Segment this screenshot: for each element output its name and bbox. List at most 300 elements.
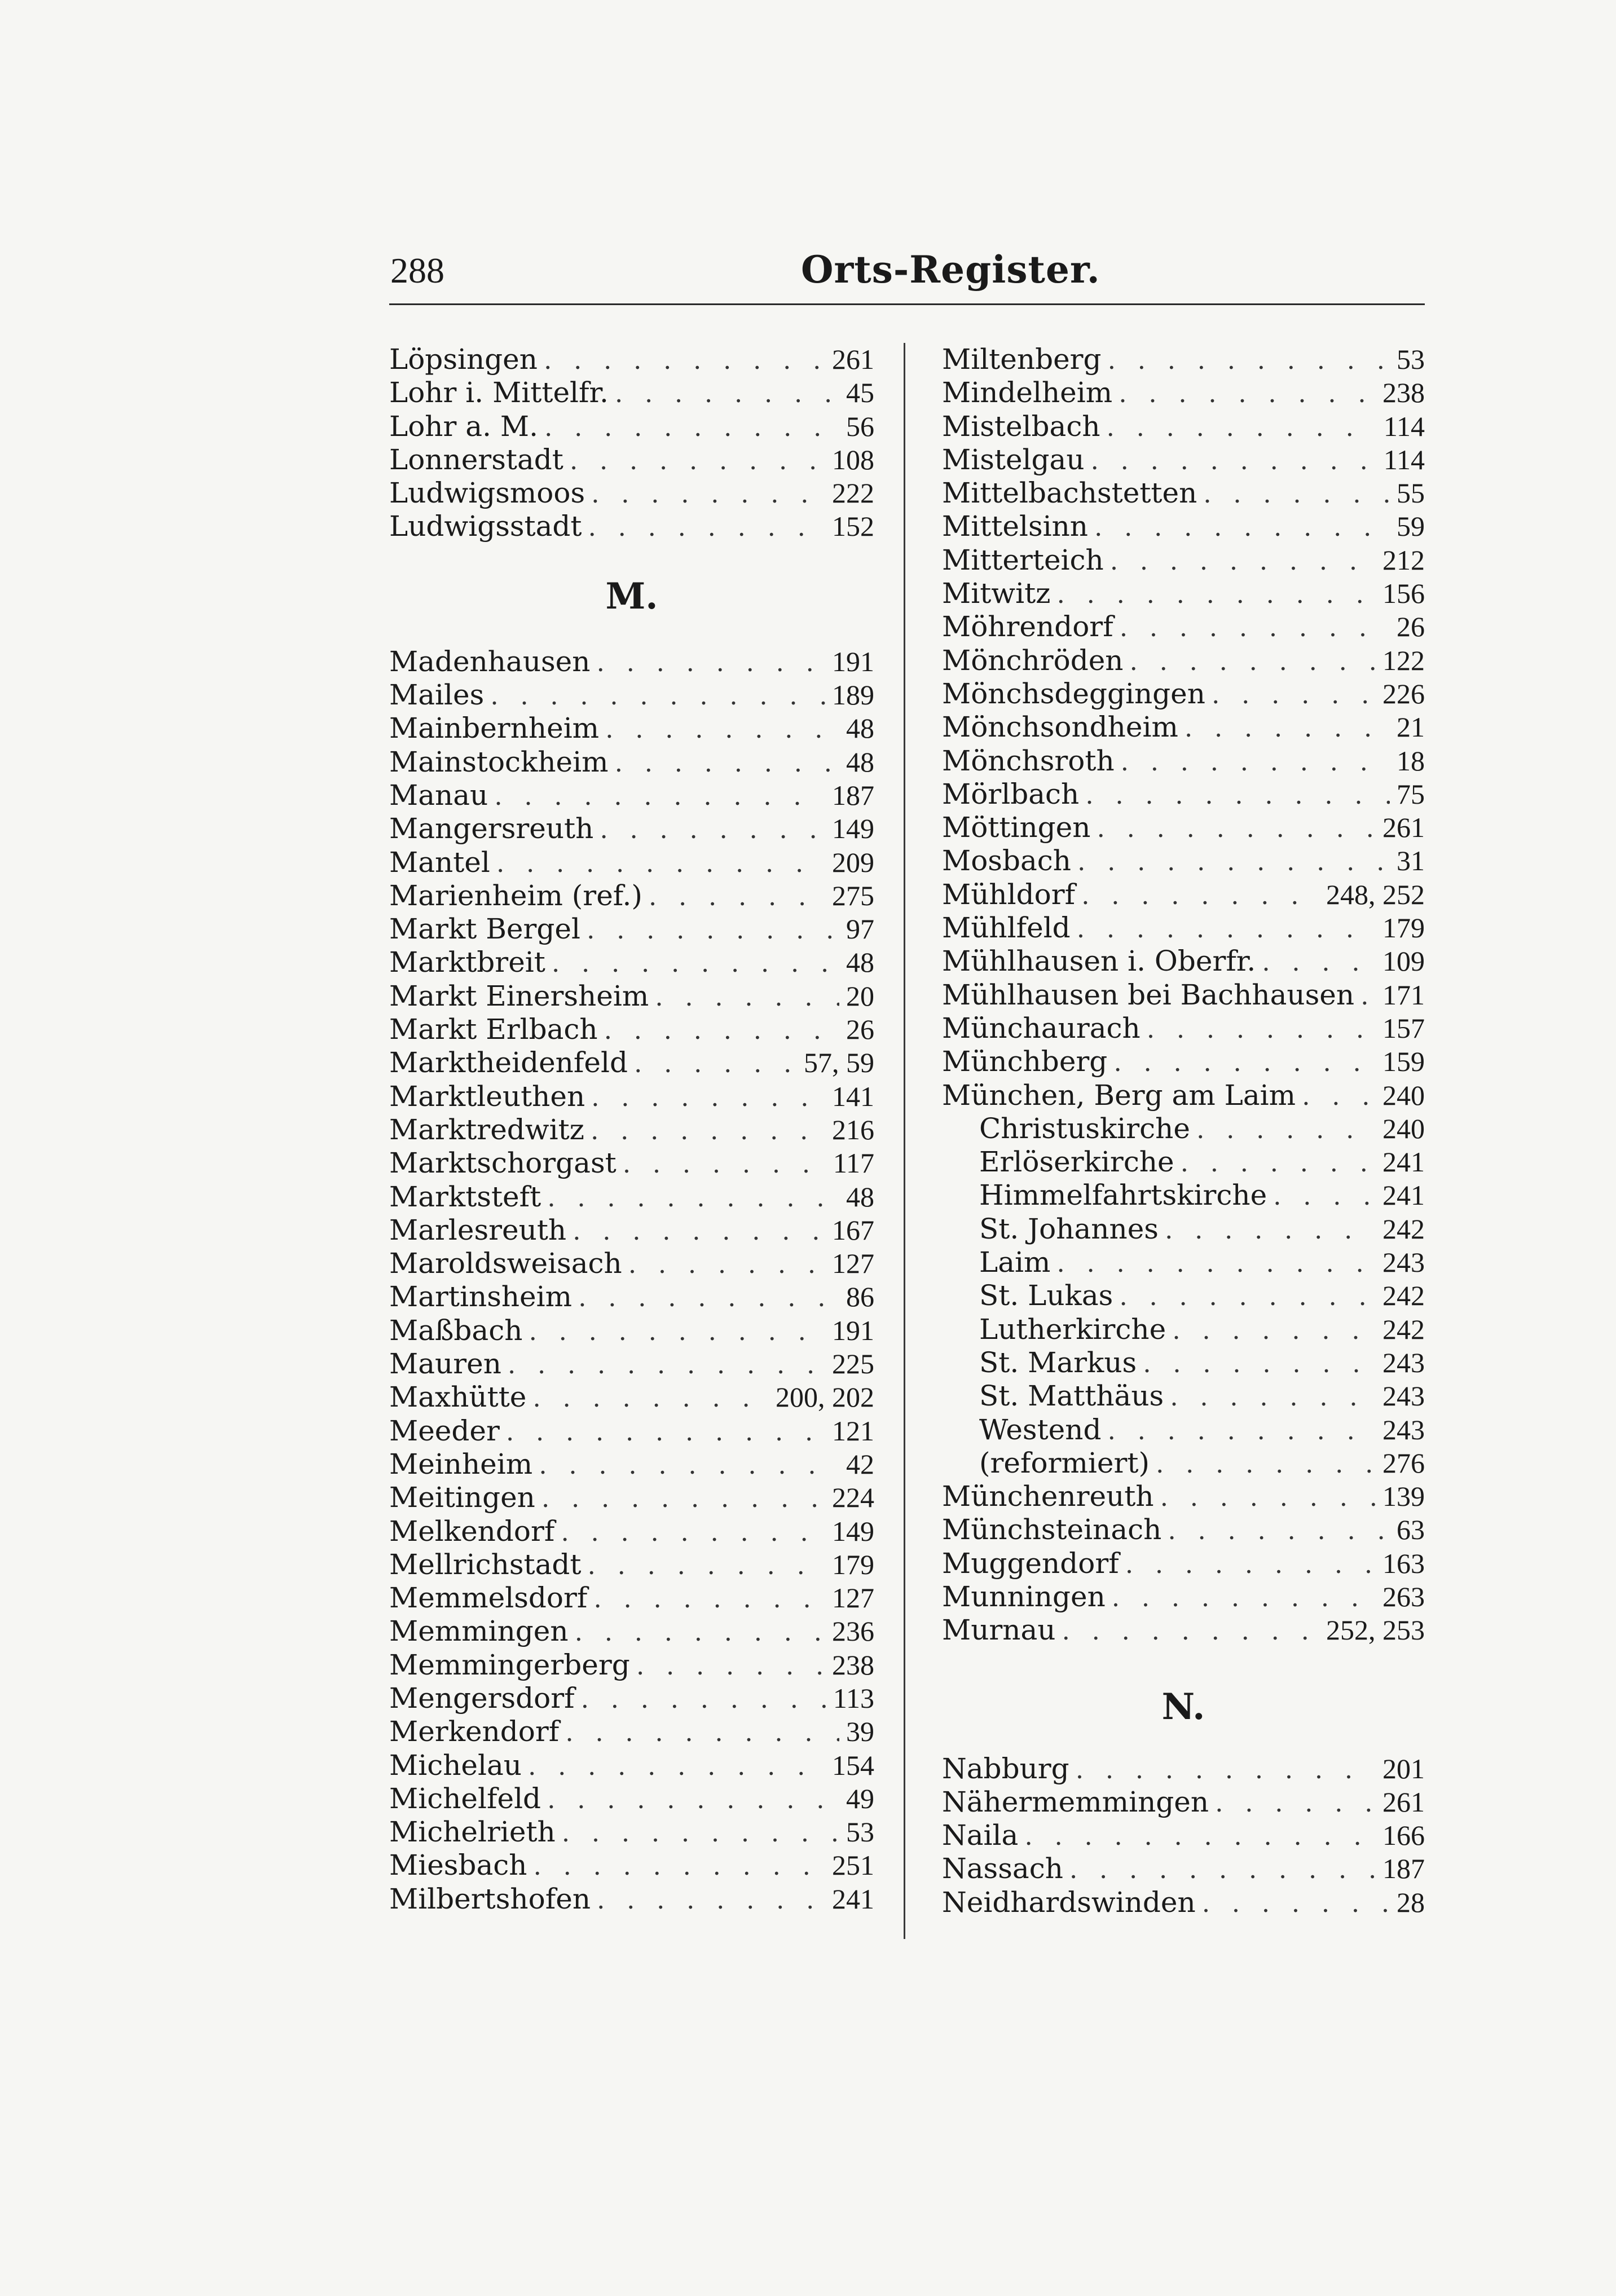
entry-name: Mosbach: [942, 844, 1071, 878]
entry-page: 39: [846, 1716, 874, 1748]
index-entry: [389, 410, 874, 443]
entry-page: 243: [1382, 1380, 1425, 1412]
dot-leader: [1181, 1145, 1376, 1179]
entry-name: Nabburg: [942, 1752, 1069, 1785]
dot-leader: [529, 1314, 825, 1347]
entry-name: Naila: [942, 1819, 1019, 1852]
entry-page: 139: [1382, 1480, 1425, 1513]
entry-name: Nähermemmingen: [942, 1785, 1209, 1818]
entry-name: Miltenberg: [942, 343, 1102, 376]
index-entry: [942, 1313, 1425, 1346]
entry-name: Münchberg: [942, 1045, 1108, 1078]
entry-name: Mengersdorf: [389, 1681, 575, 1715]
entry-page: 252, 253: [1326, 1614, 1425, 1646]
dot-leader: [529, 1749, 825, 1782]
dot-leader: [635, 1046, 797, 1079]
dot-leader: [1361, 979, 1376, 1012]
dot-leader: [1077, 911, 1376, 945]
dot-leader: [1111, 544, 1376, 577]
entry-name: Milbertshofen: [389, 1882, 591, 1915]
header-rule: [389, 303, 1425, 305]
index-entry: [389, 1715, 874, 1748]
index-entry: [942, 711, 1425, 744]
dot-leader: [655, 980, 839, 1013]
dot-leader: [1107, 410, 1377, 443]
entry-page: 275: [832, 879, 874, 911]
entry-name: Mistelbach: [942, 409, 1100, 443]
index-entry: [389, 946, 874, 979]
entry-page: 108: [832, 443, 874, 475]
entry-name: Westend: [979, 1413, 1102, 1446]
entry-name: Laim: [979, 1246, 1051, 1279]
index-entry: [389, 1113, 874, 1147]
entry-page: 167: [832, 1214, 874, 1246]
dot-leader: [649, 879, 825, 913]
dot-leader: [1156, 1447, 1376, 1480]
dot-leader: [1076, 1752, 1376, 1786]
entry-name: Möhrendorf: [942, 610, 1113, 644]
entry-page: 21: [1397, 711, 1425, 743]
index-entry: [389, 1649, 874, 1682]
dot-leader: [533, 1381, 769, 1414]
entry-page: 166: [1382, 1819, 1425, 1852]
entry-name: Memmingen: [389, 1615, 569, 1648]
entry-name: Münchaurach: [942, 1011, 1141, 1045]
entry-page: 209: [832, 846, 874, 878]
entry-page: 243: [1382, 1413, 1425, 1446]
left-entries-top: [389, 343, 874, 544]
index-entry: [942, 1852, 1425, 1885]
entry-name: Mörlbach: [942, 777, 1080, 810]
index-entry: [942, 510, 1425, 543]
dot-leader: [1097, 811, 1376, 844]
entry-page: 224: [832, 1482, 874, 1514]
entry-name: Mönchsroth: [942, 744, 1115, 777]
dot-leader: [591, 1113, 825, 1147]
entry-page: 248, 252: [1326, 878, 1425, 910]
entry-name: Maroldsweisach: [389, 1247, 622, 1280]
dot-leader: [637, 1649, 825, 1682]
entry-page: 163: [1382, 1547, 1425, 1579]
entry-name: Martinsheim: [389, 1280, 573, 1314]
index-entry: [942, 1480, 1425, 1513]
dot-leader: [1165, 1213, 1376, 1246]
index-entry: [389, 1046, 874, 1079]
dot-leader: [1203, 1886, 1390, 1919]
entry-name: Michelrieth: [389, 1815, 556, 1849]
entry-name: Christuskirche: [979, 1112, 1190, 1145]
entry-page: 75: [1397, 778, 1425, 810]
entry-page: 276: [1382, 1447, 1425, 1479]
index-entry: [942, 1547, 1425, 1580]
entry-name: Mönchsondheim: [942, 711, 1178, 744]
entry-page: 191: [832, 1314, 874, 1346]
dot-leader: [542, 1481, 825, 1514]
entry-name: Mangersreuth: [389, 812, 594, 845]
entry-page: 121: [832, 1414, 874, 1447]
dot-leader: [592, 1080, 825, 1113]
entry-name: Marktredwitz: [389, 1113, 585, 1146]
entry-page: 157: [1382, 1012, 1425, 1044]
index-entry: [942, 610, 1425, 644]
entry-page: 114: [1383, 443, 1425, 475]
dot-leader: [1161, 1480, 1376, 1513]
entry-name: St. Lukas: [979, 1279, 1113, 1312]
entry-page: 57, 59: [804, 1047, 874, 1079]
dot-leader: [1143, 1346, 1376, 1380]
entry-page: 187: [832, 779, 874, 811]
entry-page: 48: [846, 1180, 874, 1213]
entry-name: Lutherkirche: [979, 1312, 1166, 1346]
entry-page: 86: [846, 1281, 874, 1313]
entry-page: 179: [832, 1548, 874, 1580]
entry-page: 171: [1382, 979, 1425, 1011]
entry-name: Marktsteft: [389, 1180, 541, 1213]
index-entry: [942, 1012, 1425, 1045]
entry-name: Ludwigsmoos: [389, 477, 585, 510]
right-column: [942, 343, 1425, 1919]
index-entry: [389, 1247, 874, 1280]
index-entry: [942, 577, 1425, 610]
index-entry: [942, 1380, 1425, 1413]
dot-leader: [1082, 878, 1319, 911]
entry-page: 149: [832, 1515, 874, 1547]
entry-name: (reformiert): [979, 1446, 1150, 1479]
index-entry: [942, 844, 1425, 878]
entry-name: Marktschorgast: [389, 1147, 617, 1180]
entry-name: Muggendorf: [942, 1546, 1119, 1580]
entry-page: 236: [832, 1615, 874, 1647]
index-entry: [389, 1615, 874, 1648]
index-entry: [942, 1886, 1425, 1919]
dot-leader: [579, 1280, 839, 1314]
dot-leader: [552, 946, 839, 979]
index-entry: [942, 945, 1425, 978]
entry-name: Markt Erlbach: [389, 1013, 598, 1046]
dot-leader: [1197, 1112, 1376, 1145]
dot-leader: [587, 913, 839, 946]
entry-name: Manau: [389, 778, 488, 812]
entry-name: Mindelheim: [942, 376, 1113, 409]
entry-name: Meinheim: [389, 1447, 533, 1480]
index-entry: [389, 1347, 874, 1381]
index-entry: [389, 1883, 874, 1916]
entry-name: Münchsteinach: [942, 1513, 1162, 1546]
index-entry: [942, 343, 1425, 376]
index-entry: [942, 1447, 1425, 1480]
right-entries-top: [942, 343, 1425, 1647]
entry-name: Markt Einersheim: [389, 979, 649, 1012]
index-entry: [942, 1279, 1425, 1312]
index-entry: [389, 1581, 874, 1615]
entry-name: Mainstockheim: [389, 745, 609, 778]
dot-leader: [575, 1615, 825, 1648]
index-entry: [389, 510, 874, 543]
dot-leader: [561, 1515, 825, 1548]
entry-page: 26: [846, 1013, 874, 1046]
entry-name: Maxhütte: [389, 1381, 527, 1414]
index-entry: [389, 1214, 874, 1247]
dot-leader: [1058, 577, 1376, 610]
dot-leader: [1204, 477, 1390, 510]
entry-name: Michelau: [389, 1748, 522, 1782]
index-entry: [389, 1548, 874, 1581]
page-number: 288: [390, 250, 444, 290]
index-entry: [389, 1815, 874, 1849]
dot-leader: [1114, 1045, 1376, 1078]
entry-page: 240: [1382, 1112, 1425, 1144]
dot-leader: [1108, 1413, 1376, 1447]
entry-name: Möttingen: [942, 811, 1091, 844]
entry-name: Erlöserkirche: [979, 1145, 1174, 1179]
entry-name: Münchenreuth: [942, 1480, 1154, 1513]
dot-leader: [600, 812, 825, 845]
index-entry: [389, 1180, 874, 1214]
dot-leader: [544, 343, 825, 376]
entry-name: Mauren: [389, 1347, 501, 1381]
entry-page: 49: [846, 1782, 874, 1814]
index-entry: [942, 811, 1425, 844]
index-entry: [942, 1112, 1425, 1145]
entry-page: 55: [1397, 477, 1425, 509]
entry-name: Meitingen: [389, 1481, 535, 1514]
entry-page: 113: [833, 1682, 874, 1714]
dot-leader: [589, 510, 825, 543]
dot-leader: [597, 1883, 825, 1916]
entry-name: Madenhausen: [389, 645, 591, 678]
entry-page: 222: [832, 477, 874, 509]
dot-leader: [1130, 644, 1376, 677]
entry-page: 189: [832, 679, 874, 711]
entry-page: 216: [832, 1113, 874, 1145]
dot-leader: [491, 678, 825, 712]
dot-leader: [1216, 1786, 1376, 1819]
dot-leader: [615, 376, 839, 409]
index-entry: [389, 913, 874, 946]
entry-page: 141: [832, 1080, 874, 1112]
entry-page: 225: [832, 1348, 874, 1380]
page-title: Orts-Register.: [801, 248, 1100, 292]
index-entry: [942, 443, 1425, 477]
index-entry: [942, 677, 1425, 711]
entry-page: 20: [846, 980, 874, 1012]
entry-page: 56: [846, 410, 874, 442]
dot-leader: [1057, 1246, 1376, 1279]
index-entry: [389, 980, 874, 1013]
entry-name: St. Markus: [979, 1346, 1137, 1379]
entry-page: 242: [1382, 1213, 1425, 1245]
entry-page: 251: [832, 1849, 874, 1881]
index-entry: [389, 376, 874, 409]
entry-page: 238: [1382, 377, 1425, 409]
entry-name: Lonnerstadt: [389, 443, 563, 476]
entry-page: 240: [1382, 1079, 1425, 1111]
entry-name: München, Berg am Laim: [942, 1078, 1296, 1112]
right-entries-bottom: [942, 1752, 1425, 1919]
dot-leader: [1095, 510, 1390, 543]
dot-leader: [1112, 1580, 1376, 1614]
entry-page: 156: [1382, 578, 1425, 610]
entry-page: 263: [1382, 1580, 1425, 1612]
entry-name: Mantel: [389, 845, 490, 879]
section-letter-m: M.: [605, 575, 658, 618]
entry-page: 97: [846, 913, 874, 945]
entry-name: Mistelgau: [942, 443, 1085, 476]
index-entry: [389, 1080, 874, 1113]
entry-page: 154: [832, 1749, 874, 1781]
entry-page: 28: [1397, 1886, 1425, 1918]
index-entry: [389, 1749, 874, 1782]
index-entry: [389, 879, 874, 913]
dot-leader: [1063, 1614, 1319, 1647]
dot-leader: [1120, 1279, 1376, 1312]
dot-leader: [548, 1782, 839, 1815]
entry-page: 201: [1382, 1752, 1425, 1784]
index-entry: [389, 1381, 874, 1414]
entry-name: Mühldorf: [942, 878, 1076, 911]
entry-page: 48: [846, 746, 874, 778]
index-entry: [942, 911, 1425, 945]
entry-page: 45: [846, 377, 874, 409]
index-entry: [389, 443, 874, 477]
index-entry: [389, 1013, 874, 1046]
entry-name: Marktheidenfeld: [389, 1046, 628, 1079]
index-entry: [942, 1580, 1425, 1614]
entry-page: 242: [1382, 1280, 1425, 1312]
index-entry: [942, 1513, 1425, 1546]
dot-leader: [562, 1815, 839, 1849]
entry-name: Mittelsinn: [942, 510, 1089, 543]
dot-leader: [623, 1147, 826, 1180]
dot-leader: [570, 443, 825, 477]
entry-page: 238: [832, 1649, 874, 1681]
entry-name: Mühlfeld: [942, 911, 1071, 945]
entry-name: Lohr i. Mittelfr.: [389, 376, 609, 409]
dot-leader: [1025, 1819, 1376, 1852]
index-entry: [389, 1515, 874, 1548]
index-entry: [389, 712, 874, 745]
dot-leader: [1168, 1513, 1390, 1546]
dot-leader: [606, 712, 839, 745]
index-entry: [389, 1147, 874, 1180]
entry-page: 114: [1383, 410, 1425, 442]
dot-leader: [592, 477, 825, 510]
entry-name: Mitterteich: [942, 543, 1104, 576]
entry-page: 200, 202: [776, 1381, 874, 1413]
entry-name: Munningen: [942, 1580, 1106, 1613]
entry-page: 42: [846, 1448, 874, 1480]
dot-leader: [1173, 1313, 1376, 1346]
entry-name: Neidhardswinden: [942, 1885, 1196, 1919]
entry-page: 31: [1397, 845, 1425, 877]
dot-leader: [615, 746, 839, 779]
entry-page: 122: [1382, 644, 1425, 676]
dot-leader: [1091, 443, 1377, 477]
index-entry: [942, 544, 1425, 577]
index-entry: [942, 1346, 1425, 1380]
dot-leader: [1170, 1380, 1376, 1413]
entry-name: Ludwigsstadt: [389, 510, 582, 543]
column-divider: [904, 343, 905, 1939]
index-entry: [389, 645, 874, 678]
dot-leader: [597, 645, 825, 678]
left-column: [389, 343, 874, 1916]
entry-name: Mühlhausen i. Oberfr.: [942, 945, 1256, 978]
entry-name: Merkendorf: [389, 1715, 560, 1748]
entry-name: Lohr a. M.: [389, 409, 538, 443]
dot-leader: [1126, 1547, 1376, 1580]
index-entry: [942, 477, 1425, 510]
entry-name: Mitwitz: [942, 577, 1051, 610]
entry-page: 261: [1382, 1786, 1425, 1818]
entry-page: 149: [832, 813, 874, 845]
entry-name: Mittelbachstetten: [942, 477, 1197, 510]
entry-page: 63: [1397, 1514, 1425, 1546]
entry-page: 18: [1397, 744, 1425, 777]
entry-name: Miesbach: [389, 1849, 527, 1882]
index-entry: [389, 1682, 874, 1715]
index-entry: [942, 644, 1425, 677]
section-letter-n: N.: [1161, 1685, 1205, 1728]
index-entry: [942, 1752, 1425, 1786]
dot-leader: [534, 1849, 825, 1882]
entry-page: 261: [832, 343, 874, 375]
entry-name: Löpsingen: [389, 343, 538, 376]
entry-name: Marlesreuth: [389, 1213, 567, 1246]
index-entry: [942, 1819, 1425, 1852]
index-entry: [942, 744, 1425, 778]
dot-leader: [594, 1581, 825, 1615]
index-entry: [389, 477, 874, 510]
index-entry: [389, 1448, 874, 1481]
dot-leader: [1274, 1179, 1376, 1212]
dot-leader: [1120, 610, 1390, 644]
dot-leader: [495, 779, 825, 812]
entry-page: 152: [832, 510, 874, 543]
entry-name: St. Johannes: [979, 1212, 1159, 1245]
dot-leader: [566, 1715, 839, 1748]
entry-page: 243: [1382, 1346, 1425, 1378]
dot-leader: [629, 1247, 825, 1280]
entry-name: Mainbernheim: [389, 712, 600, 745]
dot-leader: [582, 1682, 826, 1715]
dot-leader: [497, 846, 825, 879]
entry-name: Mailes: [389, 678, 485, 712]
entry-name: St. Matthäus: [979, 1380, 1164, 1413]
entry-name: Meeder: [389, 1414, 500, 1447]
index-entry: [389, 779, 874, 812]
index-entry: [942, 878, 1425, 911]
entry-page: 179: [1382, 912, 1425, 944]
index-entry: [942, 979, 1425, 1012]
dot-leader: [573, 1214, 825, 1247]
entry-name: Melkendorf: [389, 1514, 555, 1548]
index-entry: [389, 812, 874, 845]
index-entry: [942, 1079, 1425, 1112]
dot-leader: [605, 1013, 839, 1046]
index-entry: [942, 1614, 1425, 1647]
entry-name: Mönchsdeggingen: [942, 677, 1205, 710]
dot-leader: [1078, 844, 1390, 878]
entry-page: 226: [1382, 677, 1425, 709]
dot-leader: [545, 410, 839, 443]
entry-page: 241: [832, 1883, 874, 1915]
entry-page: 241: [1382, 1146, 1425, 1178]
entry-page: 243: [1382, 1246, 1425, 1279]
entry-page: 48: [846, 946, 874, 979]
index-entry: [942, 778, 1425, 811]
index-entry: [942, 1045, 1425, 1078]
